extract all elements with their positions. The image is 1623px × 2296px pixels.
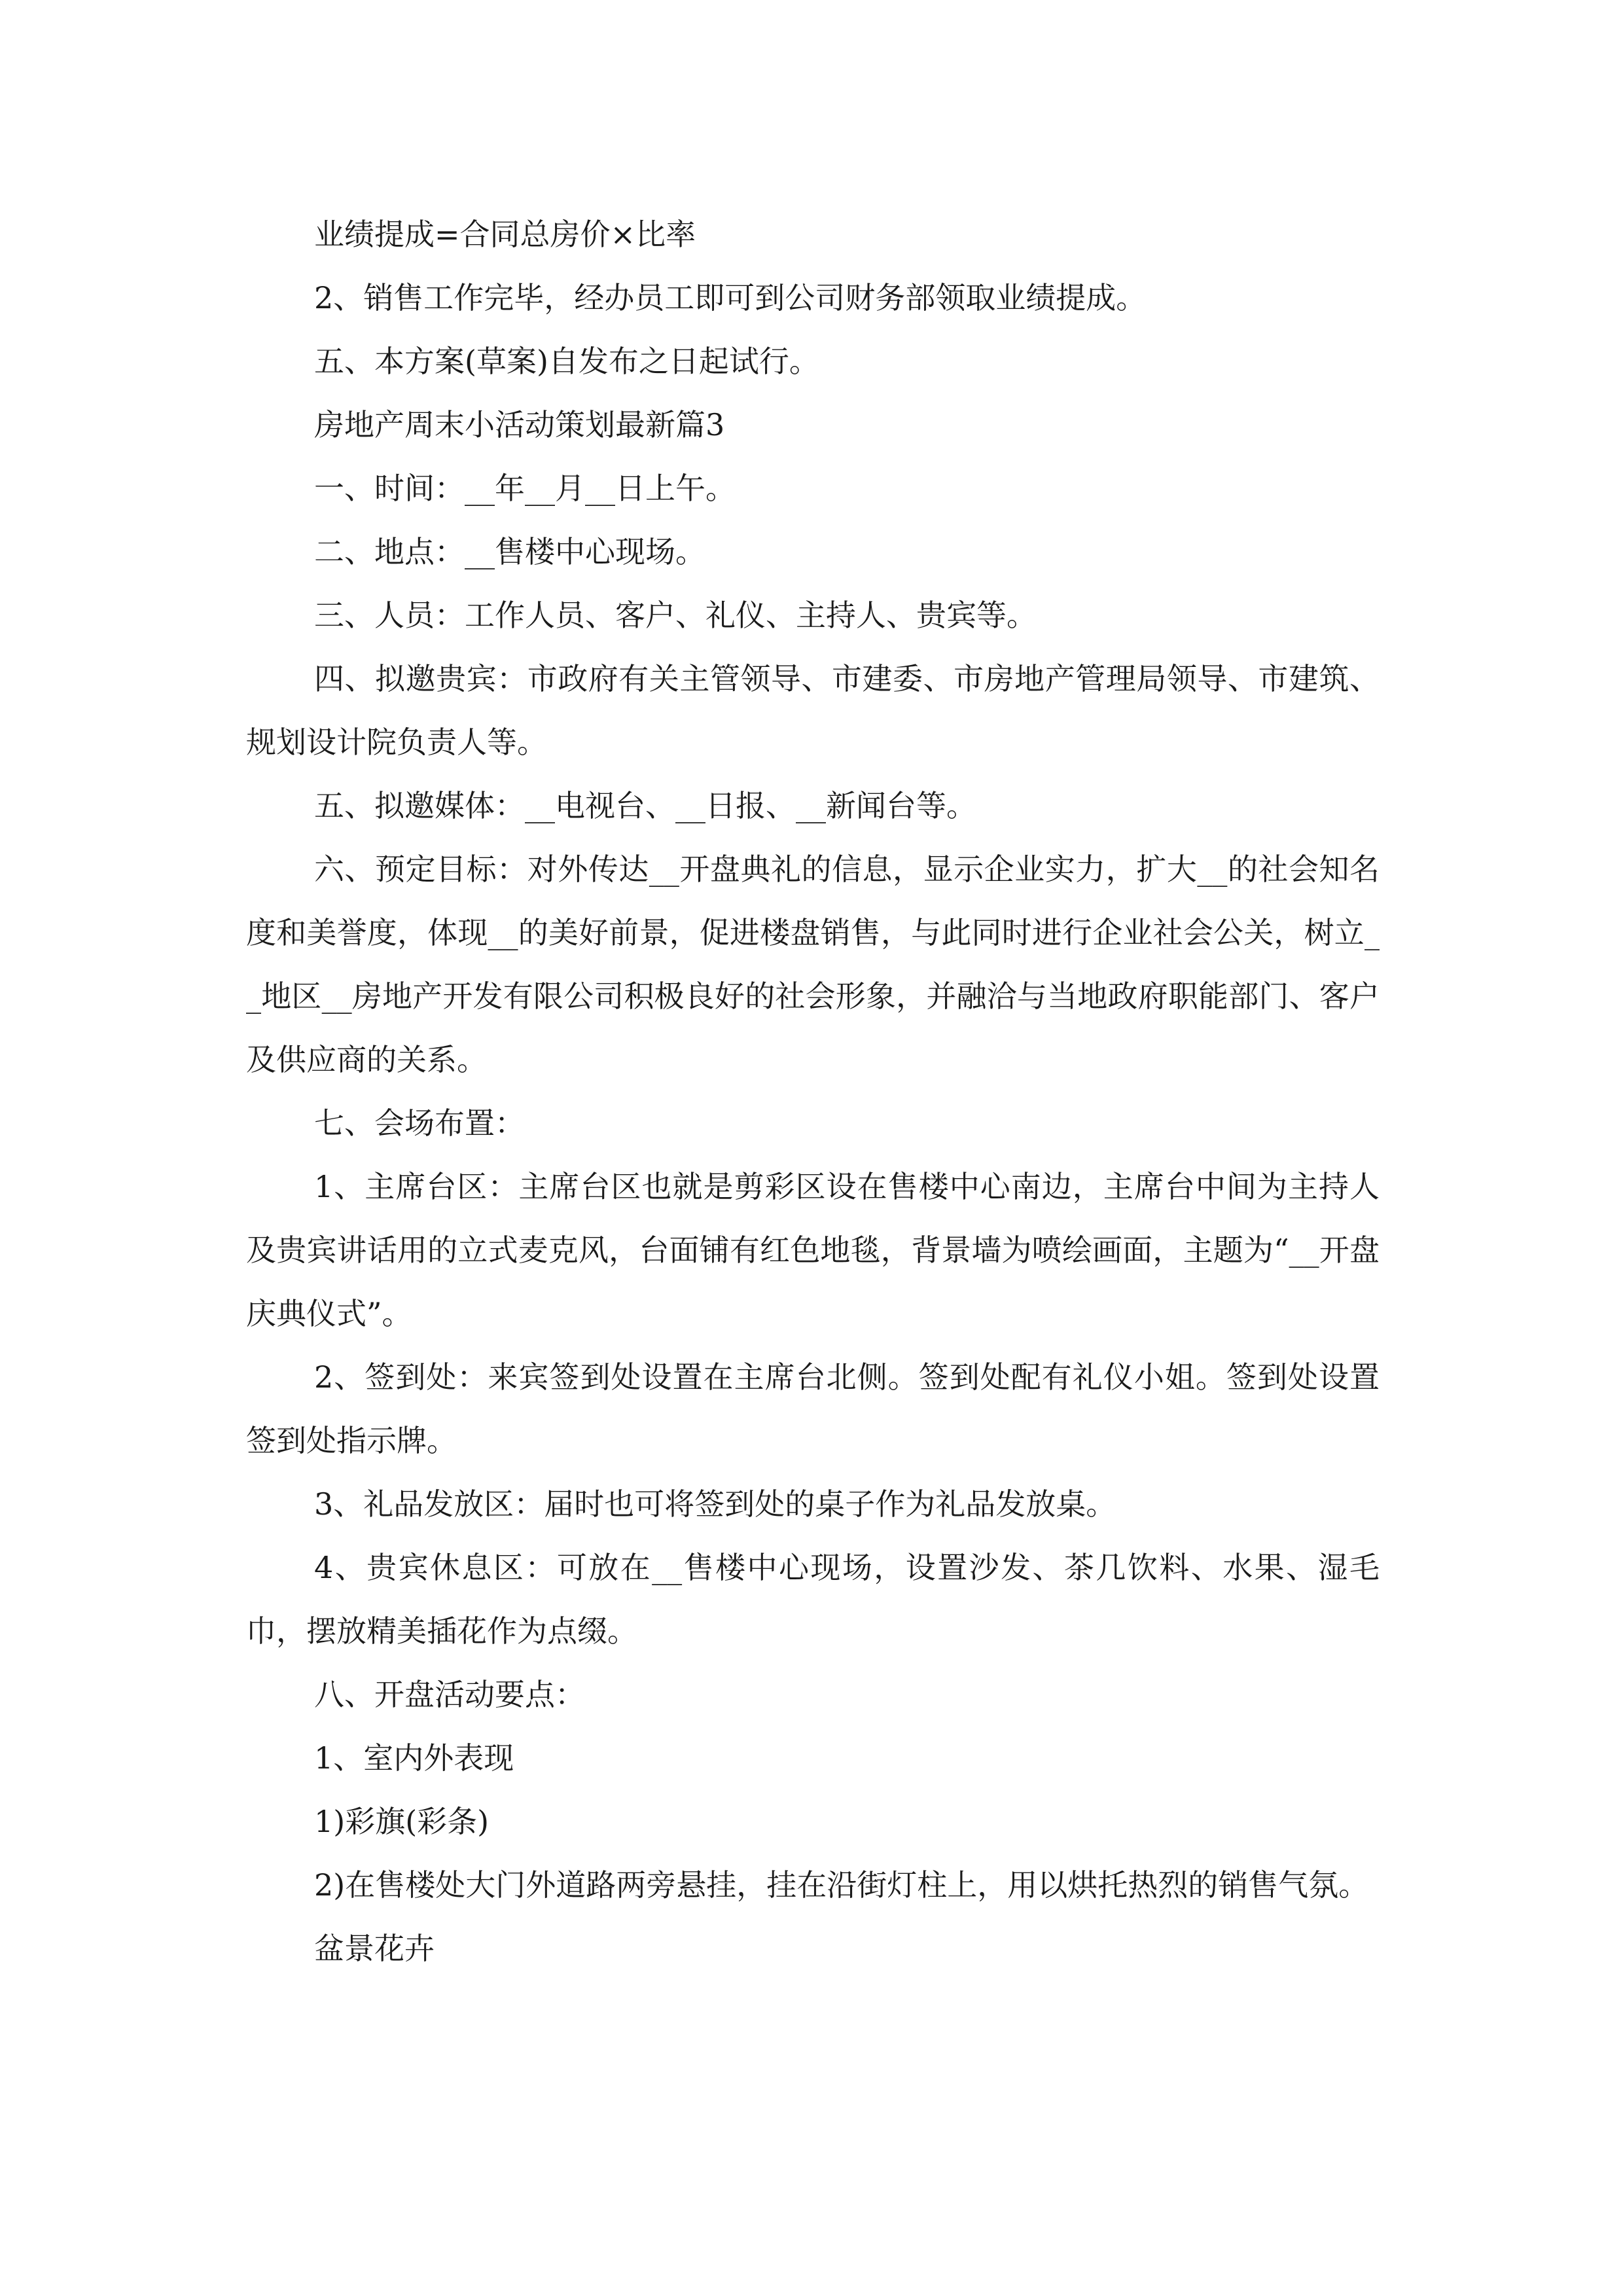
paragraph-flags: 1)彩旗(彩条) bbox=[314, 1804, 490, 1839]
paragraph-potted-plants: 盆景花卉 bbox=[314, 1931, 435, 1966]
paragraph-time: 一、时间：__年__月__日上午。 bbox=[314, 471, 736, 506]
paragraph-commission-collection: 2、销售工作完毕，经办员工即可到公司财务部领取业绩提成。 bbox=[314, 280, 1147, 315]
paragraph-indoor-outdoor: 1、室内外表现 bbox=[314, 1740, 514, 1776]
paragraph-podium-area: 1、主席台区：主席台区也就是剪彩区设在售楼中心南边，主席台中间为主持人及贵宾讲话用的立式麦克风，台面铺有红色地毯，背景墙为喷绘画面，主题为“__开盘庆典仪式”。 bbox=[246, 1169, 1380, 1331]
paragraph-commission-formula: 业绩提成=合同总房价×比率 bbox=[314, 217, 696, 252]
paragraph-signin: 2、签到处：来宾签到处设置在主席台北侧。签到处配有礼仪小姐。签到处设置签到处指示牌。 bbox=[246, 1359, 1380, 1458]
document-body bbox=[246, 203, 1380, 1981]
paragraph-gift-area: 3、礼品发放区：届时也可将签到处的桌子作为礼品发放桌。 bbox=[314, 1486, 1116, 1522]
paragraph-event-points-heading: 八、开盘活动要点： bbox=[314, 1677, 585, 1712]
section-title: 房地产周末小活动策划最新篇3 bbox=[314, 407, 725, 442]
paragraph-personnel: 三、人员：工作人员、客户、礼仪、主持人、贵宾等。 bbox=[314, 598, 1037, 633]
paragraph-goals: 六、预定目标：对外传达__开盘典礼的信息，显示企业实力，扩大__的社会知名度和美誉度，体现__的美好前景，促进楼盘销售，与此同时进行企业社会公关，树立__地区__房地产开发有限公司积极良好的社会形象，并融洽与当地政府职能部门、客户及供应商的关系。 bbox=[246, 852, 1380, 1077]
paragraph-media: 五、拟邀媒体：__电视台、__日报、__新闻台等。 bbox=[314, 788, 976, 823]
paragraph-flags-placement: 2)在售楼处大门外道路两旁悬挂，挂在沿街灯柱上，用以烘托热烈的销售气氛。 bbox=[314, 1867, 1369, 1903]
paragraph-trial-date: 五、本方案(草案)自发布之日起试行。 bbox=[314, 344, 819, 379]
paragraph-vip-lounge: 4、贵宾休息区：可放在__售楼中心现场，设置沙发、茶几饮料、水果、湿毛巾，摆放精美插花作为点缀。 bbox=[246, 1550, 1380, 1649]
paragraph-guests: 四、拟邀贵宾：市政府有关主管领导、市建委、市房地产管理局领导、市建筑、规划设计院负责人等。 bbox=[246, 661, 1380, 760]
paragraph-venue-heading: 七、会场布置： bbox=[314, 1105, 525, 1141]
paragraph-location: 二、地点：__售楼中心现场。 bbox=[314, 534, 705, 569]
